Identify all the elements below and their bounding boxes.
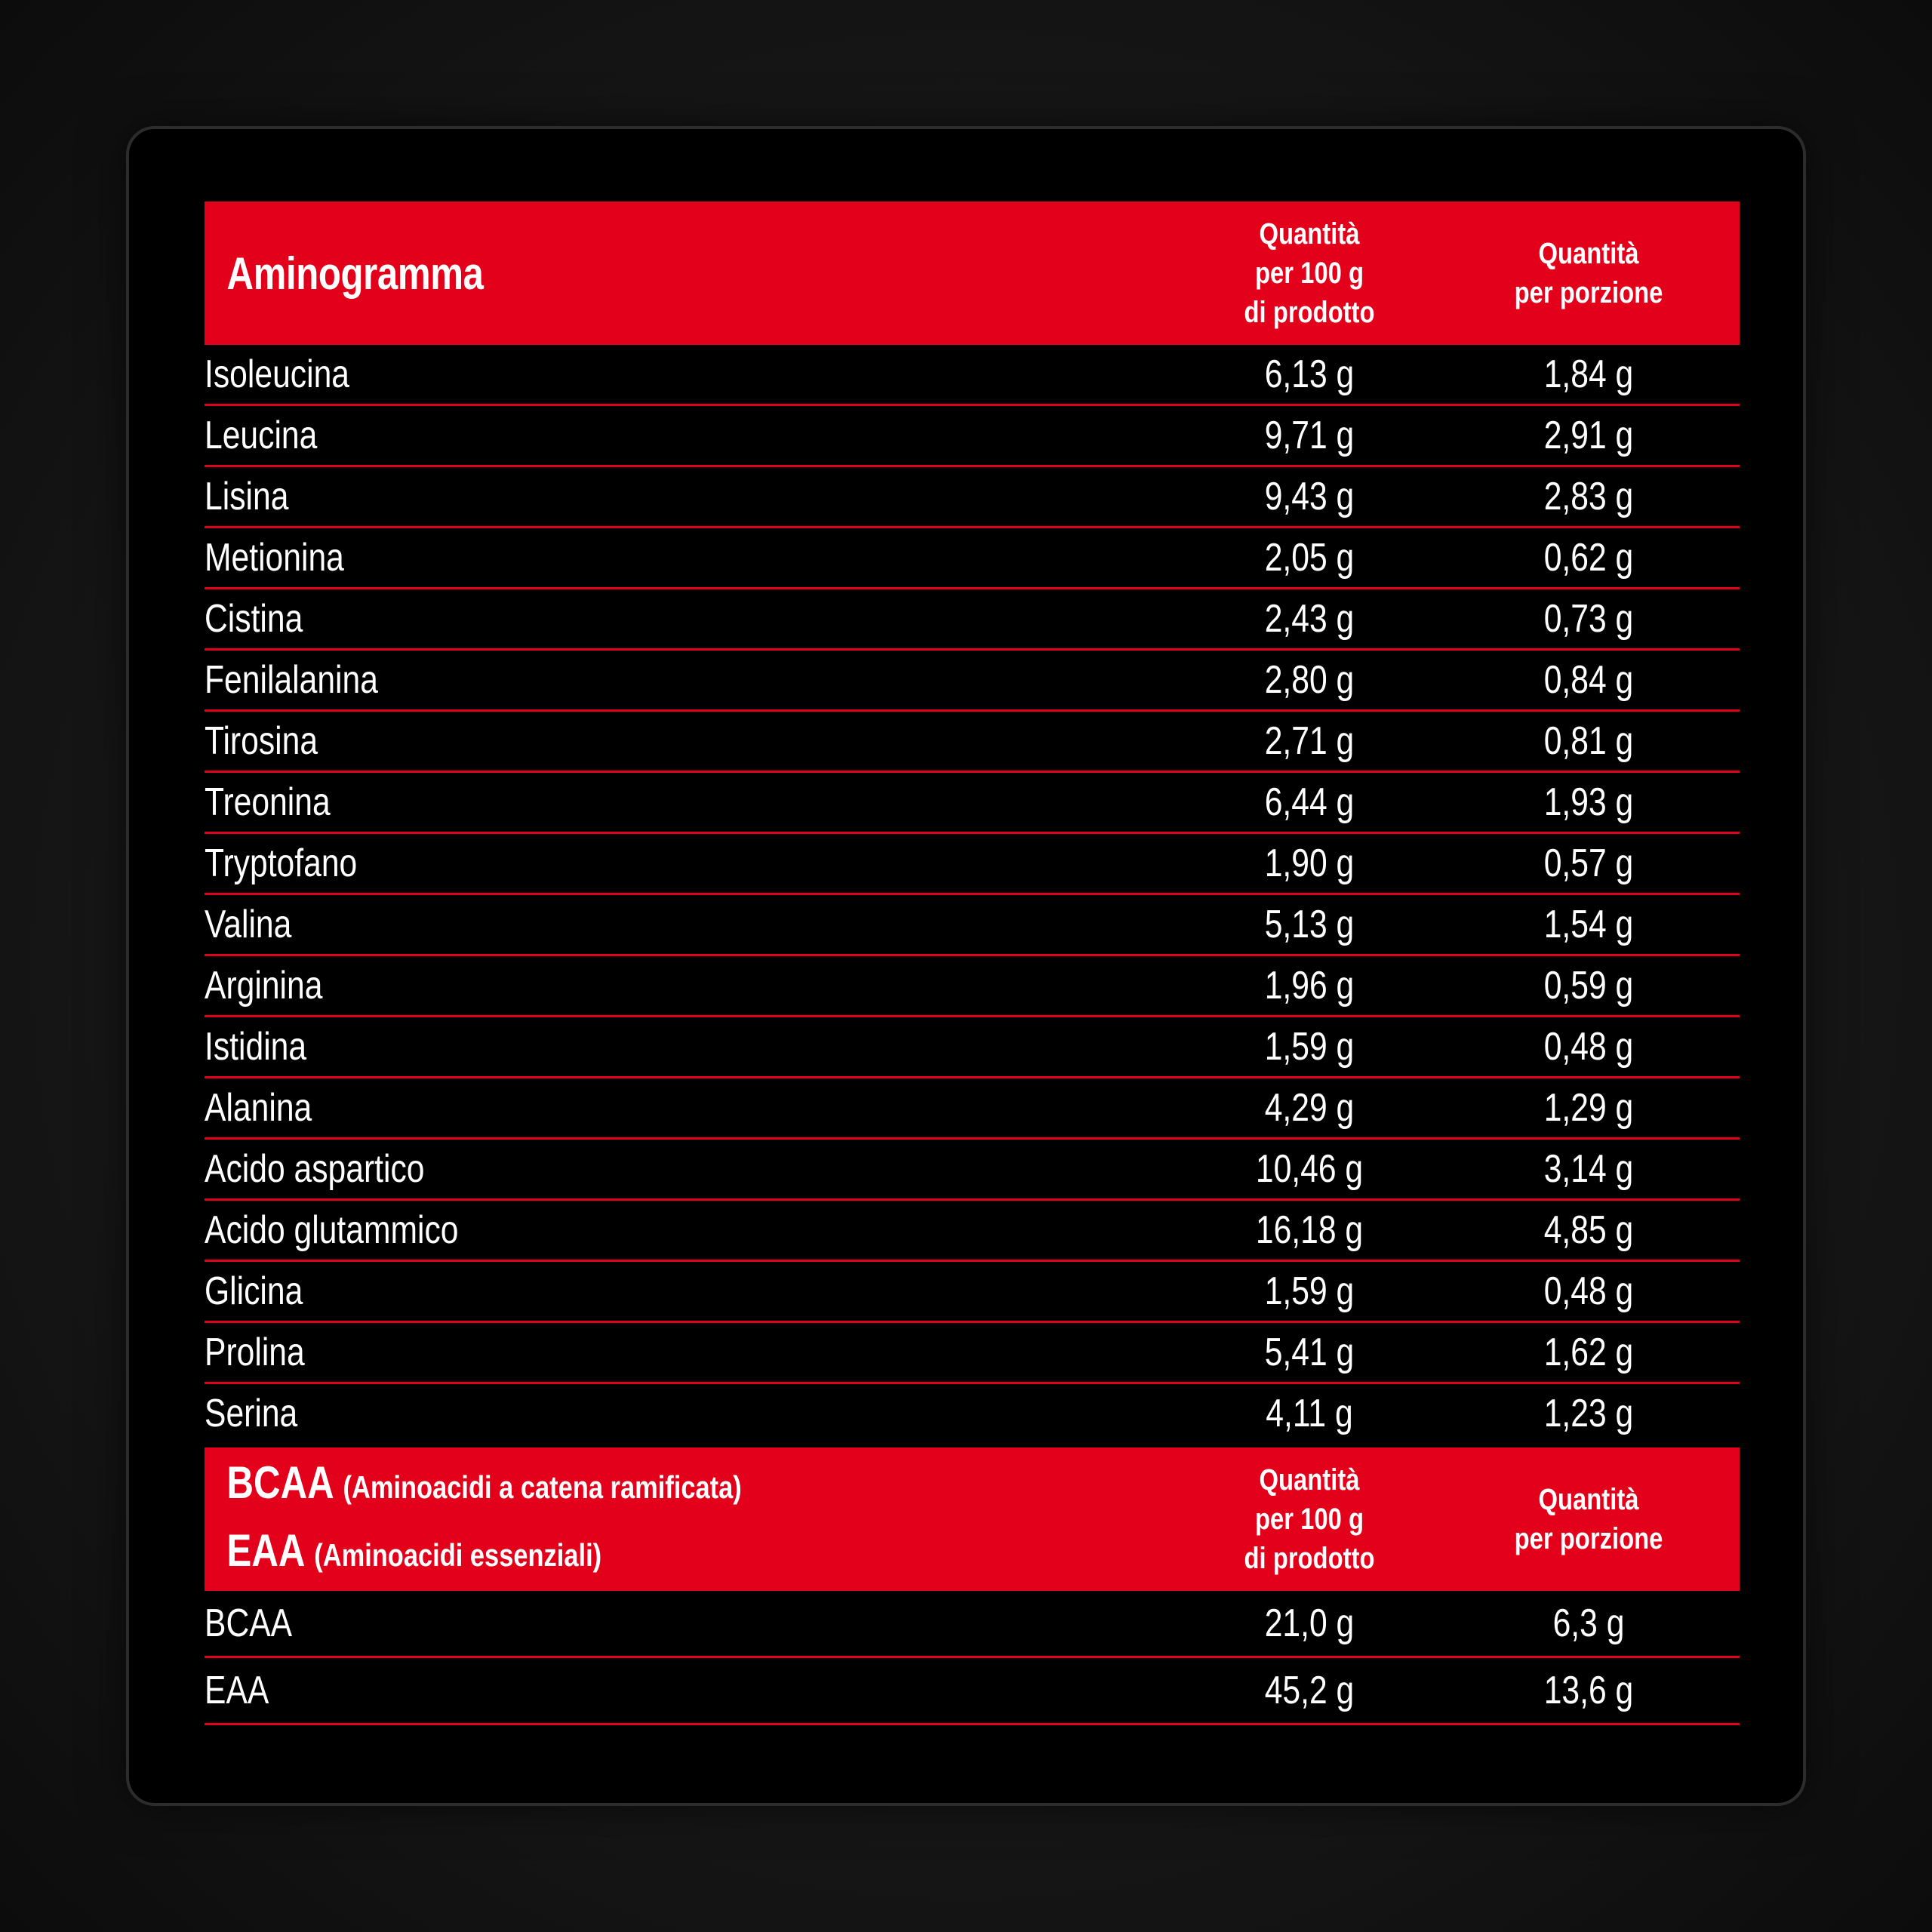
table-row: Lisina 9,43 g 2,83 g <box>205 467 1740 528</box>
table-row: Alanina 4,29 g 1,29 g <box>205 1078 1740 1140</box>
table-row: Tryptofano 1,90 g 0,57 g <box>205 834 1740 895</box>
bcaa-column-header-per-serving: Quantità per porzione <box>1514 1483 1663 1555</box>
table-row: Serina 4,11 g 1,23 g <box>205 1392 1634 1435</box>
table-row: Acido glutammico 16,18 g 4,85 g <box>205 1201 1740 1262</box>
bcaa-rows <box>205 1591 1740 1725</box>
amino-rows <box>205 345 1740 1443</box>
table-row: EAA 45,2 g 13,6 g <box>205 1658 1740 1725</box>
table-row: BCAA 21,0 g 6,3 g <box>205 1591 1740 1658</box>
bcaa-title: BCAA (Aminoacidi a catena ramificata) EAA (Aminoacidi essenziali) <box>226 1457 742 1576</box>
table-row: Metionina 2,05 g 0,62 g <box>205 528 1740 589</box>
table-row: Acido aspartico 10,46 g 3,14 g <box>205 1140 1740 1201</box>
table-row: Prolina 5,41 g 1,62 g <box>205 1323 1740 1384</box>
aminogram-panel <box>126 126 1806 1806</box>
aminogram-table <box>205 202 1740 1725</box>
bcaa-header <box>205 1447 1740 1591</box>
column-header-per-serving: Quantità per porzione <box>1514 237 1663 309</box>
table-row: Tirosina 2,71 g 0,81 g <box>205 712 1740 773</box>
table-row: Arginina 1,96 g 0,59 g <box>205 956 1740 1017</box>
column-header-per-100g: Quantità per 100 g di prodotto <box>1244 217 1375 329</box>
table-row: Treonina 6,44 g 1,93 g <box>205 773 1740 834</box>
table-row: Isoleucina 6,13 g 1,84 g <box>205 345 1740 406</box>
table-row: Istidina 1,59 g 0,48 g <box>205 1017 1740 1078</box>
table-row: Valina 5,13 g 1,54 g <box>205 895 1740 956</box>
table-row: Cistina 2,43 g 0,73 g <box>205 589 1740 651</box>
aminogram-header <box>205 202 1740 345</box>
table-row: Glicina 1,59 g 0,48 g <box>205 1262 1740 1323</box>
table-row: Leucina 9,71 g 2,91 g <box>205 406 1740 467</box>
table-row: Fenilalanina 2,80 g 0,84 g <box>205 651 1740 712</box>
bcaa-column-header-per-100g: Quantità per 100 g di prodotto <box>1244 1463 1375 1575</box>
table-title: Aminogramma <box>226 248 484 299</box>
